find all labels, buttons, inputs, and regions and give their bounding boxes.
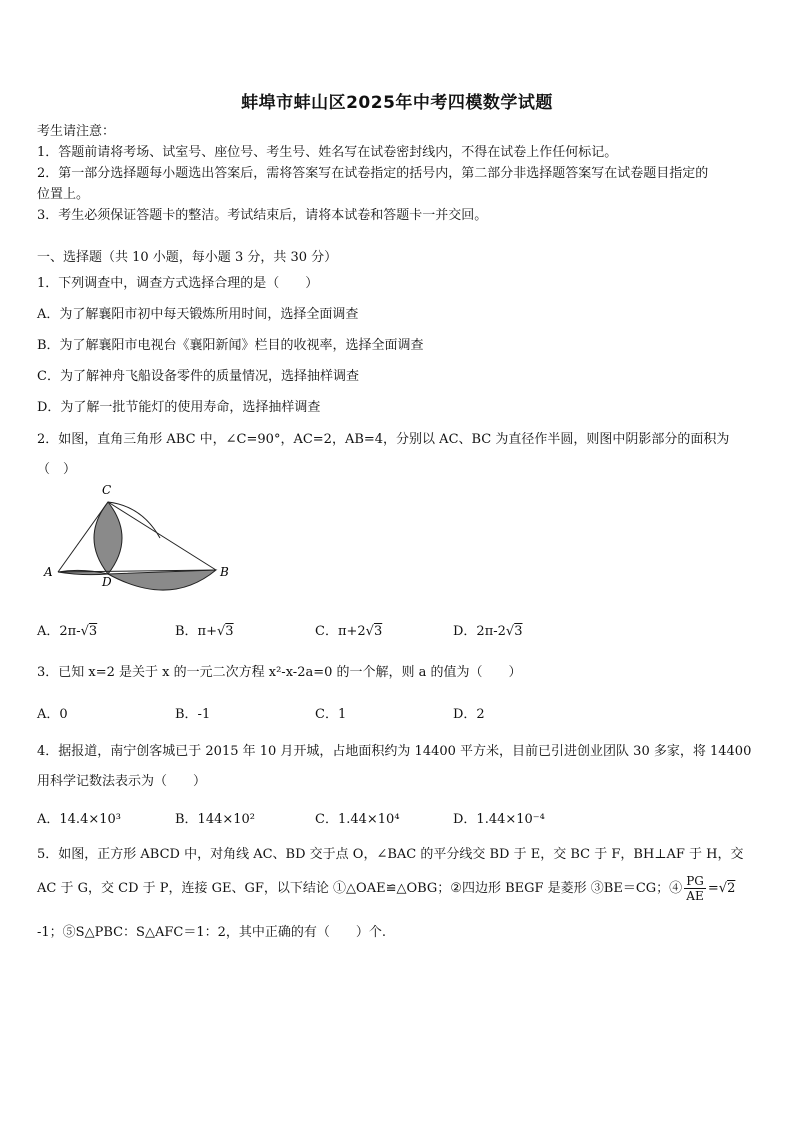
notice-heading: 考生请注意： [37, 124, 116, 139]
q2-stem: 2．如图，直角三角形 ABC 中，∠C=90°，AC=2，AB=4，分别以 AC、BC 为直径作半圆，则图中阴影部分的面积为 [37, 432, 730, 447]
notice-item-2-cont: 位置上。 [37, 187, 90, 202]
shaded-region-bottom [108, 570, 216, 590]
q4-option-c: C．1.44×10⁴ [315, 812, 400, 827]
q5-radicand: 2 [727, 881, 736, 896]
q5-line-2 [37, 874, 735, 903]
notice-item-2: 2．第一部分选择题每小题选出答案后，需将答案写在试卷指定的括号内，第二部分非选择题答案写在试卷题目指定的 [37, 166, 709, 181]
sqrt-icon: √3 [365, 624, 383, 639]
q5-frac-num: PG [686, 874, 704, 888]
q4-stem-cont: 用科学记数法表示为（ ） [37, 774, 207, 789]
side-cb [108, 502, 216, 570]
sqrt-icon: √2 [718, 881, 736, 896]
q1-option-b: B．为了解襄阳市电视台《襄阳新闻》栏目的收视率，选择全面调查 [37, 338, 424, 353]
q1-option-d: D．为了解一批节能灯的使用寿命，选择抽样调查 [37, 400, 321, 415]
sqrt-icon: √3 [80, 624, 98, 639]
notice-item-3: 3．考生必须保证答题卡的整洁。考试结束后，请将本试卷和答题卡一并交回。 [37, 208, 488, 223]
section-heading: 一、选择题（共 10 小题，每小题 3 分，共 30 分） [37, 250, 338, 265]
q4-option-d: D．1.44×10⁻⁴ [453, 812, 545, 827]
q3-option-b: B．-1 [175, 707, 211, 722]
sqrt-icon: √3 [505, 624, 523, 639]
q5-line-1: 5．如图，正方形 ABCD 中，对角线 AC、BD 交于点 O，∠BAC 的平分线交 BD 于 E，交 BC 于 F，BH⊥AF 于 H，交 [37, 847, 744, 862]
q1-stem: 1．下列调查中，调查方式选择合理的是（ ） [37, 276, 319, 291]
q2-option-c-radicand: 3 [373, 624, 383, 639]
q3-option-a: A．0 [37, 707, 68, 722]
q2-figure [40, 478, 240, 598]
q5-frac-den: AE [686, 889, 704, 903]
q5-line-2-text: AC 于 G，交 CD 于 P，连接 GE、GF，以下结论 ①△OAE≌△OBG；②四边形 BEGF 是菱形 ③BE＝CG；④ [37, 881, 683, 896]
q5-equals: = [707, 881, 719, 896]
q2-option-a-prefix: A．2π- [37, 624, 81, 639]
q2-option-c-prefix: C．π+2 [315, 624, 366, 639]
q2-option-b-radicand: 3 [225, 624, 234, 639]
q4-option-b: B．144×10² [175, 812, 256, 827]
q4-option-a: A．14.4×10³ [37, 812, 121, 827]
q5-fraction [684, 874, 706, 903]
notice-item-1: 1．答题前请将考场、试室号、座位号、考生号、姓名写在试卷密封线内，不得在试卷上作任何标记。 [37, 145, 618, 160]
exam-title: 蚌埠市蚌山区2025年中考四模数学试题 [241, 93, 553, 113]
q3-stem: 3．已知 x=2 是关于 x 的一元二次方程 x²-x-2a=0 的一个解，则 a 的值为（ ） [37, 665, 522, 680]
label-a: A [44, 565, 53, 579]
q3-option-d: D．2 [453, 707, 485, 722]
q2-option-b-prefix: B．π+ [175, 624, 217, 639]
q1-option-c: C．为了解神舟飞船设备零件的质量情况，选择抽样调查 [37, 369, 359, 384]
q2-option-a-radicand: 3 [88, 624, 98, 639]
shaded-lens [94, 502, 122, 574]
q2-option-d-radicand: 3 [514, 624, 523, 639]
q1-option-a: A．为了解襄阳市初中每天锻炼所用时间，选择全面调查 [37, 307, 359, 322]
q2-option-d [453, 620, 522, 639]
label-b: B [220, 565, 229, 579]
q2-option-a [37, 620, 97, 639]
q2-option-c [315, 620, 382, 639]
q2-option-d-prefix: D．2π-2 [453, 624, 506, 639]
sqrt-icon: √3 [217, 624, 234, 639]
q4-stem: 4．据报道，南宁创客城已于 2015 年 10 月开城，占地面积约为 14400 平方米，目前已引进创业团队 30 多家，将 14400 [37, 744, 752, 759]
q2-option-b [175, 620, 234, 639]
label-d: D [102, 575, 112, 589]
q2-stem-cont: （ ） [37, 462, 77, 477]
q5-line-3: -1；⑤S△PBC：S△AFC＝1：2，其中正确的有（ ）个. [37, 925, 386, 940]
q3-option-c: C．1 [315, 707, 347, 722]
label-c: C [102, 483, 112, 497]
